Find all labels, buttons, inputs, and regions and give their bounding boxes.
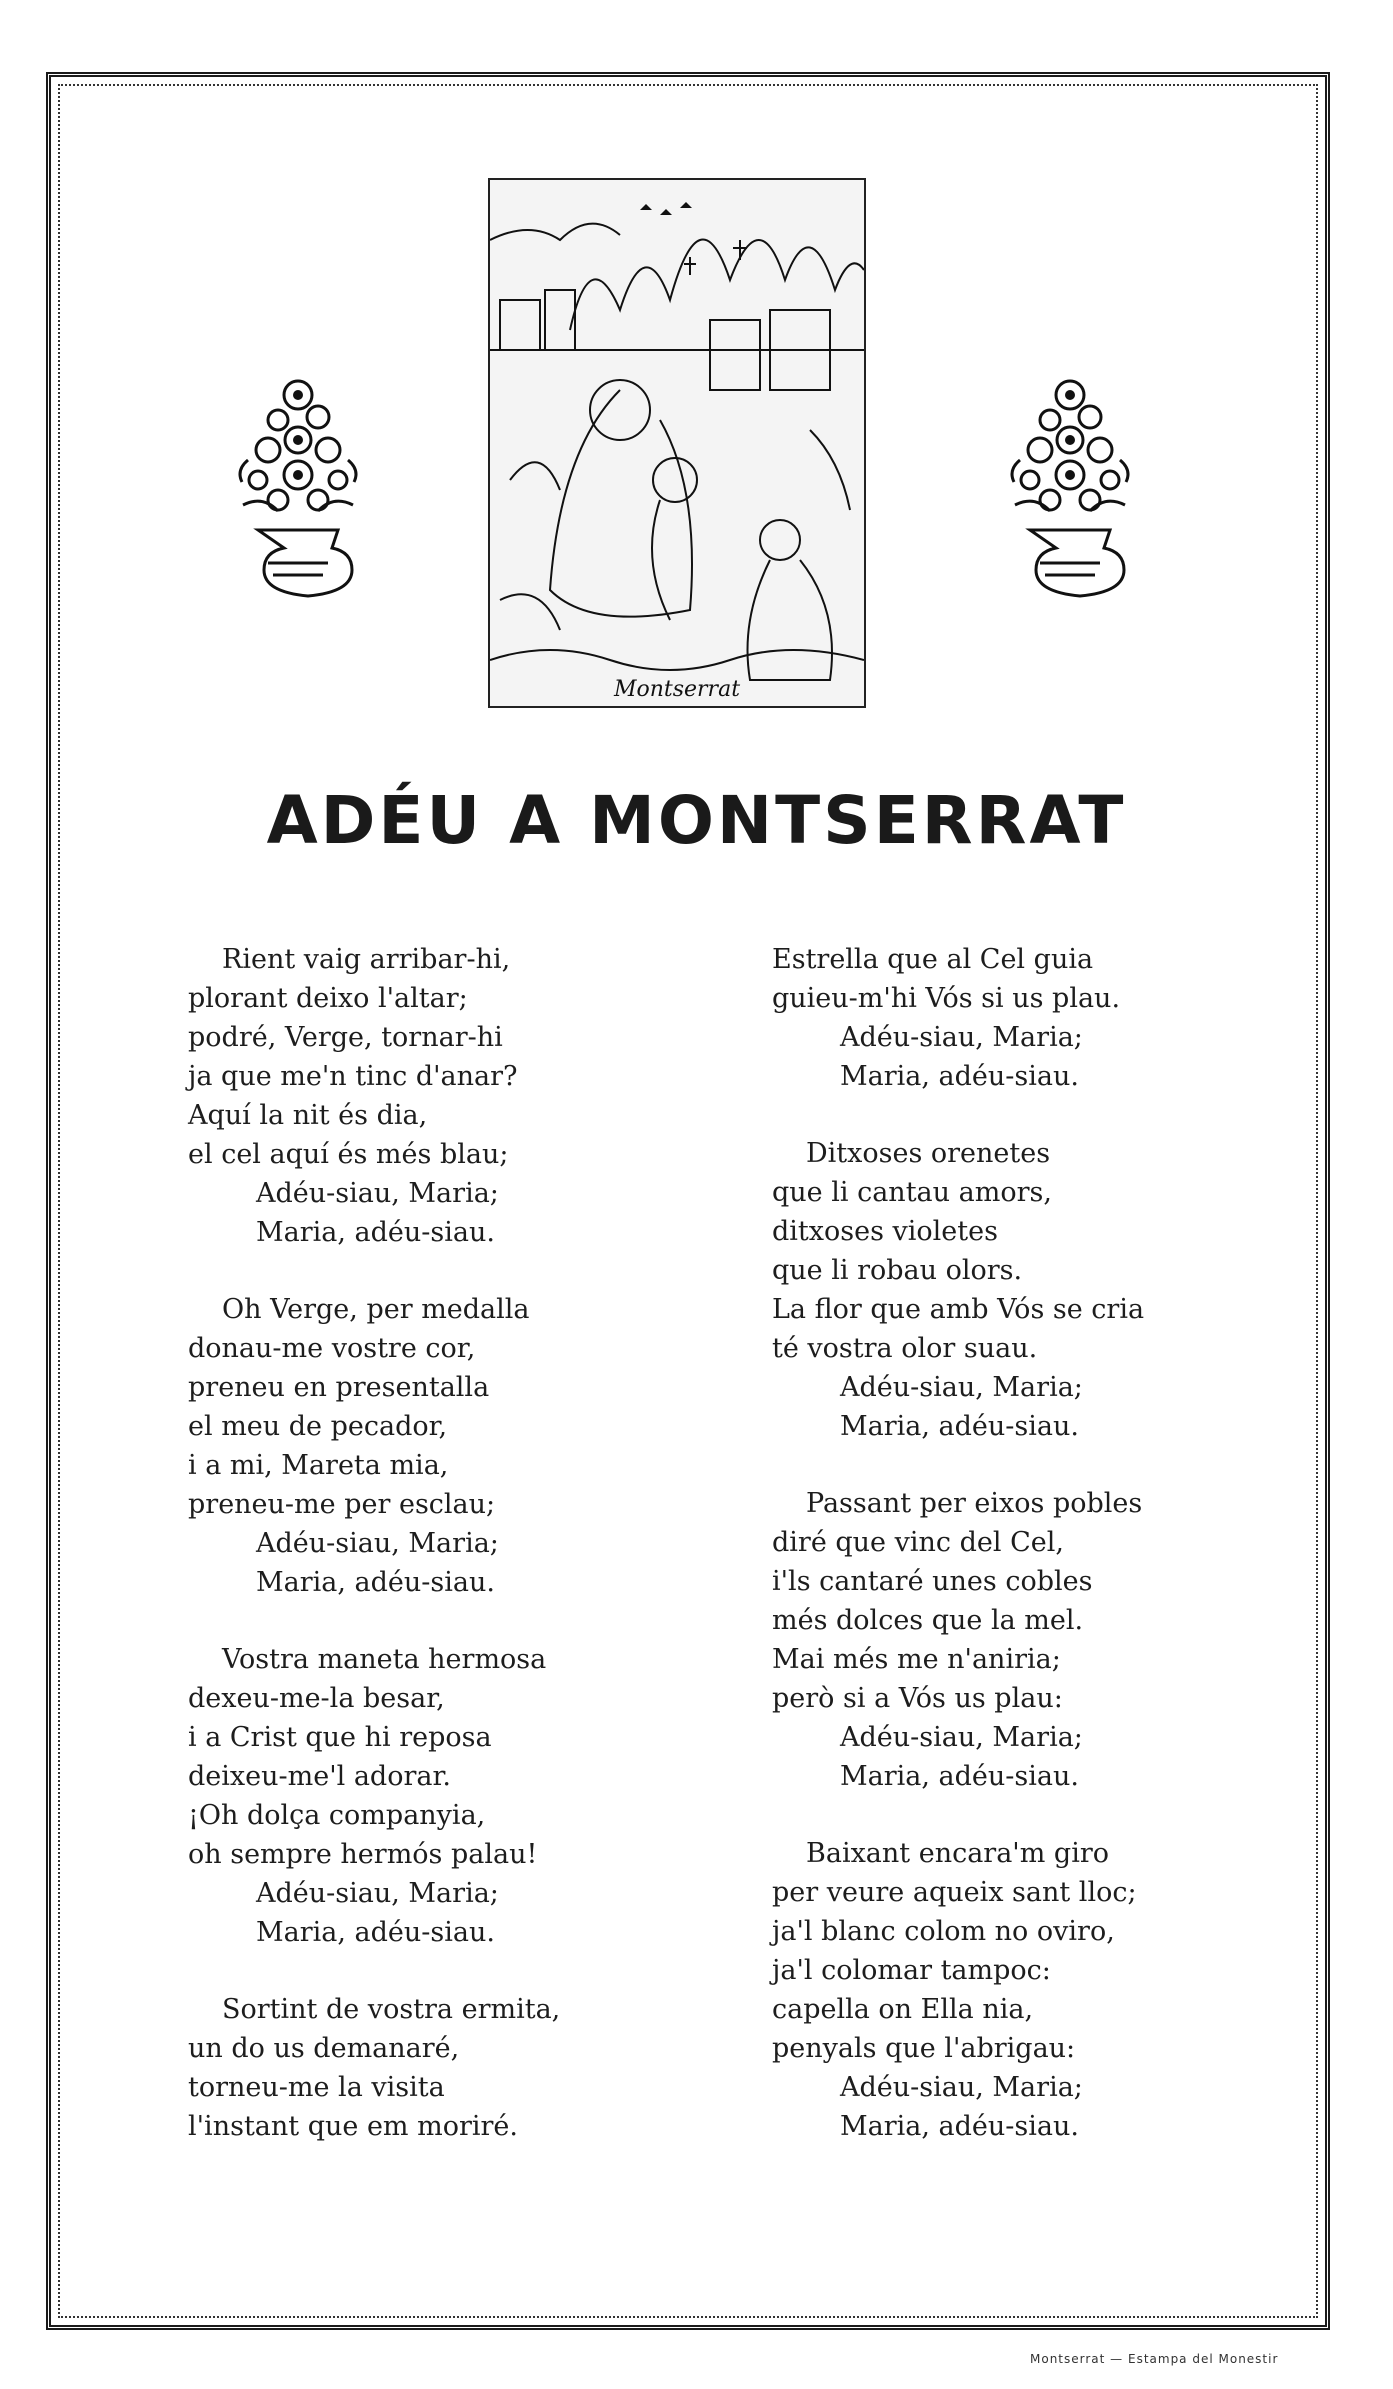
verse-line: el cel aquí és més blau; <box>188 1139 509 1170</box>
refrain-line: Adéu-siau, Maria; <box>840 1372 1083 1403</box>
verse-line: ditxoses violetes <box>772 1216 998 1247</box>
stanza <box>772 1834 1232 2146</box>
verse-line: capella on Ella nia, <box>772 1994 1034 2025</box>
flower-vase-ornament-left <box>228 365 368 605</box>
verse-line: per veure aqueix sant lloc; <box>772 1877 1137 1908</box>
refrain-line: Maria, adéu-siau. <box>256 1917 495 1948</box>
refrain-line: Adéu-siau, Maria; <box>840 1022 1083 1053</box>
verse-line: que li robau olors. <box>772 1255 1023 1286</box>
stanza <box>772 940 1232 1096</box>
verse-line: preneu en presentalla <box>188 1372 490 1403</box>
refrain-line: Adéu-siau, Maria; <box>256 1878 499 1909</box>
poem-title: ADÉU A MONTSERRAT <box>266 782 1127 859</box>
verse-line: i a Crist que hi reposa <box>188 1722 492 1753</box>
verse-line: Passant per eixos pobles <box>806 1488 1143 1519</box>
verse-line: ja'l colomar tampoc: <box>772 1955 1051 1986</box>
refrain-line: Maria, adéu-siau. <box>256 1567 495 1598</box>
refrain-line: Adéu-siau, Maria; <box>256 1528 499 1559</box>
stanza <box>188 1640 658 1952</box>
verse-line: l'instant que em moriré. <box>188 2111 518 2142</box>
refrain-line: Maria, adéu-siau. <box>840 1061 1079 1092</box>
engraving-illustration <box>490 180 864 706</box>
verse-line: però si a Vós us plau: <box>772 1683 1063 1714</box>
verse-line: té vostra olor suau. <box>772 1333 1038 1364</box>
verse-line: Aquí la nit és dia, <box>188 1100 428 1131</box>
refrain-line: Maria, adéu-siau. <box>256 1217 495 1248</box>
verse-line: el meu de pecador, <box>188 1411 448 1442</box>
printer-imprint: Montserrat — Estampa del Monestir <box>1030 2352 1279 2366</box>
verse-line: Vostra maneta hermosa <box>222 1644 547 1675</box>
verse-line: un do us demanaré, <box>188 2033 460 2064</box>
verse-line: Ditxoses orenetes <box>806 1138 1051 1169</box>
verse-line: Rient vaig arribar-hi, <box>222 944 511 975</box>
engraving-caption: Montserrat <box>613 677 741 702</box>
verse-line: més dolces que la mel. <box>772 1605 1084 1636</box>
verse-line: ¡Oh dolça companyia, <box>188 1800 486 1831</box>
refrain-line: Adéu-siau, Maria; <box>256 1178 499 1209</box>
verse-line: Baixant encara'm giro <box>806 1838 1109 1869</box>
refrain-line: Maria, adéu-siau. <box>840 1761 1079 1792</box>
stanza <box>772 1484 1232 1796</box>
refrain-line: Adéu-siau, Maria; <box>840 1722 1083 1753</box>
refrain-line: Maria, adéu-siau. <box>840 2111 1079 2142</box>
stanza <box>188 1990 658 2146</box>
stanza <box>188 940 658 1252</box>
flower-vase-ornament-right <box>1000 365 1140 605</box>
verse-line: ja'l blanc colom no oviro, <box>772 1916 1115 1947</box>
verse-line: preneu-me per esclau; <box>188 1489 496 1520</box>
verse-line: diré que vinc del Cel, <box>772 1527 1064 1558</box>
verse-line: i'ls cantaré unes cobles <box>772 1566 1093 1597</box>
refrain-line: Adéu-siau, Maria; <box>840 2072 1083 2103</box>
verse-line: Oh Verge, per medalla <box>222 1294 530 1325</box>
montserrat-engraving <box>488 178 866 708</box>
verse-line: i a mi, Mareta mia, <box>188 1450 449 1481</box>
refrain-line: Maria, adéu-siau. <box>840 1411 1079 1442</box>
stanza <box>772 1134 1232 1446</box>
verse-line: Estrella que al Cel guia <box>772 944 1094 975</box>
verse-line: oh sempre hermós palau! <box>188 1839 538 1870</box>
verse-line: podré, Verge, tornar-hi <box>188 1022 503 1053</box>
poem-column-right <box>772 940 1232 2184</box>
poem-column-left <box>188 940 658 2184</box>
verse-line: plorant deixo l'altar; <box>188 983 468 1014</box>
verse-line: La flor que amb Vós se cria <box>772 1294 1145 1325</box>
verse-line: penyals que l'abrigau: <box>772 2033 1076 2064</box>
verse-line: guieu-m'hi Vós si us plau. <box>772 983 1121 1014</box>
verse-line: Mai més me n'aniria; <box>772 1644 1061 1675</box>
verse-line: Sortint de vostra ermita, <box>222 1994 561 2025</box>
verse-line: dexeu-me-la besar, <box>188 1683 445 1714</box>
verse-line: que li cantau amors, <box>772 1177 1052 1208</box>
stanza <box>188 1290 658 1602</box>
verse-line: torneu-me la visita <box>188 2072 445 2103</box>
verse-line: donau-me vostre cor, <box>188 1333 476 1364</box>
verse-line: ja que me'n tinc d'anar? <box>188 1061 518 1092</box>
verse-line: deixeu-me'l adorar. <box>188 1761 451 1792</box>
